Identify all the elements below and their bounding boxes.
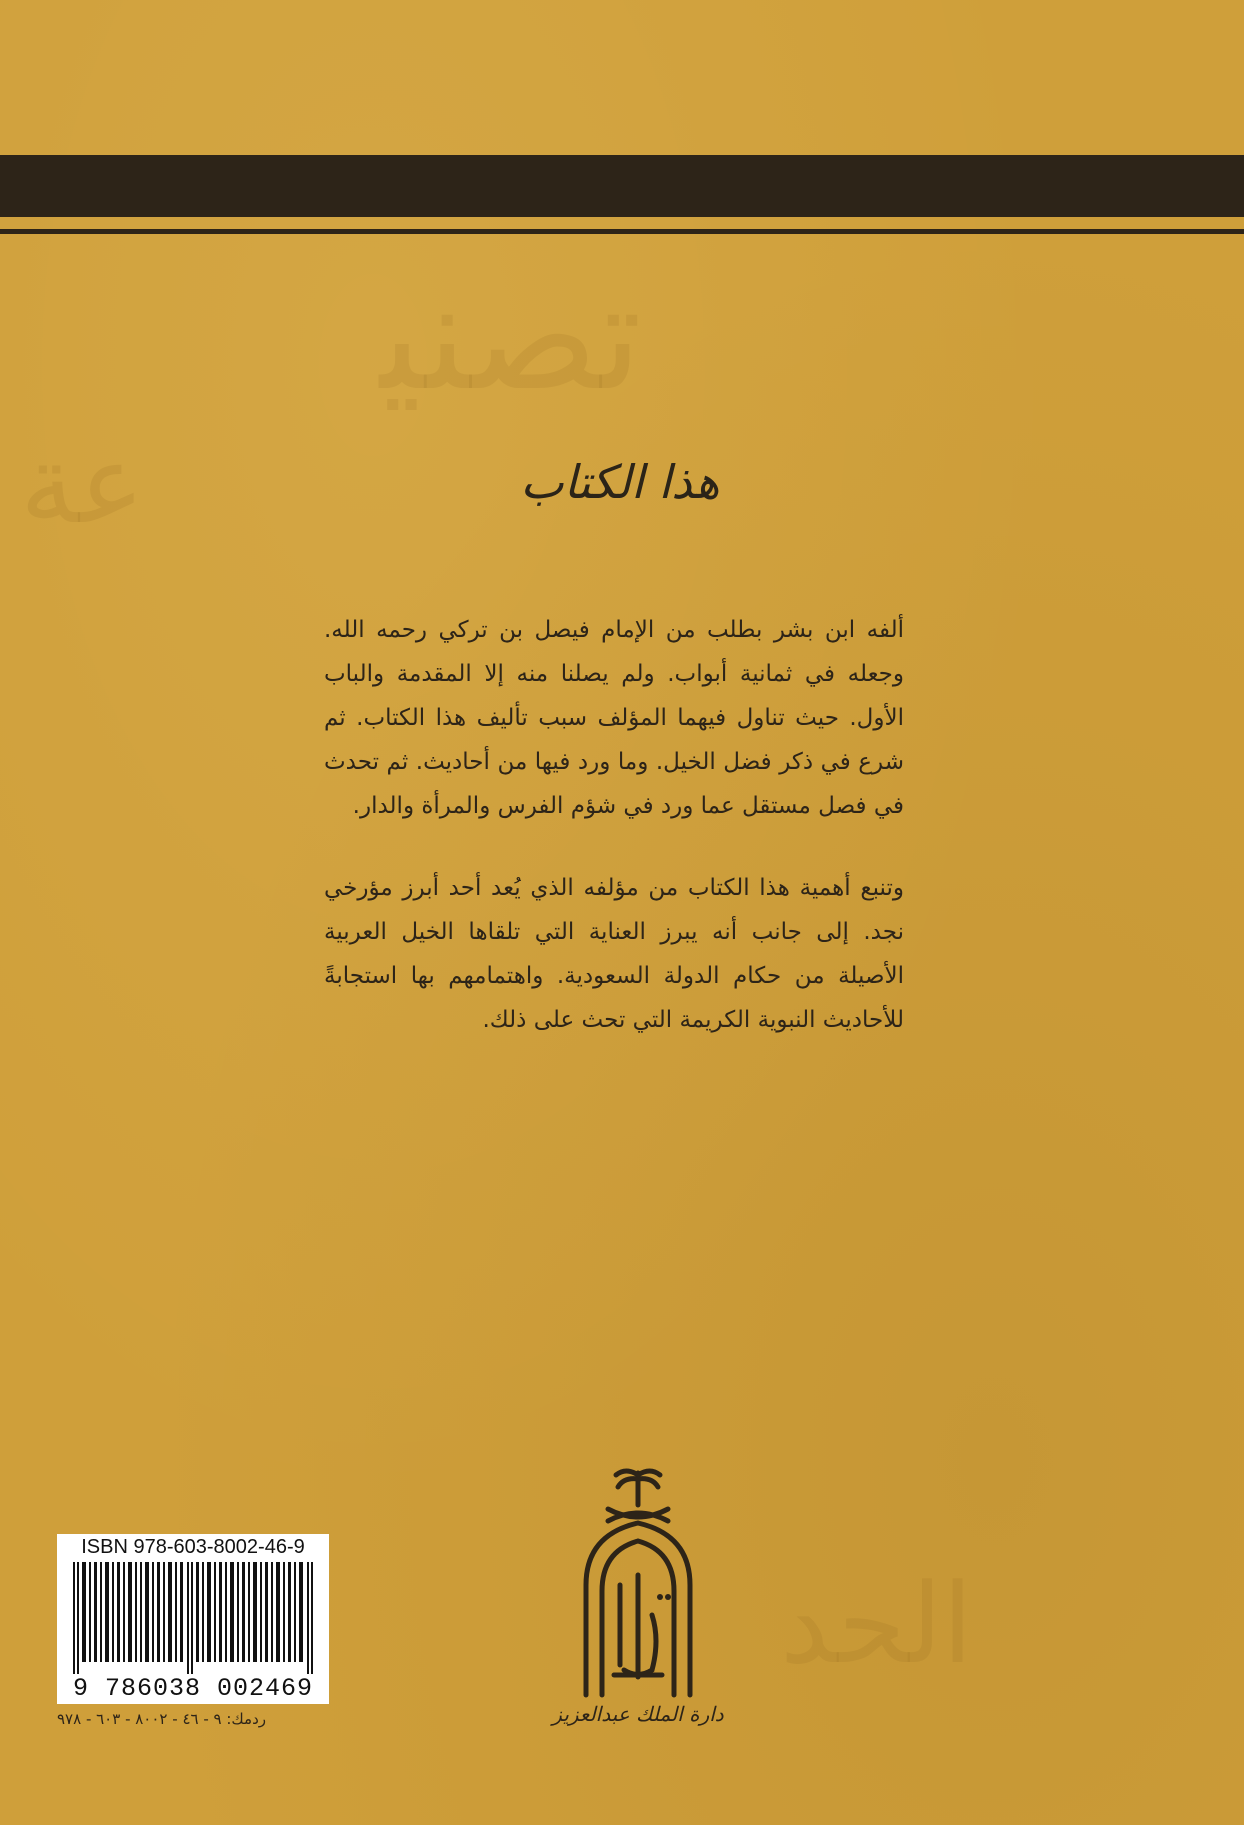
top-dark-band (0, 155, 1244, 217)
isbn-label: ISBN 978-603-8002-46-9 (81, 1536, 305, 1558)
top-thin-rule (0, 229, 1244, 234)
darah-logo-icon (568, 1465, 708, 1735)
description-paragraph-1: ألفه ابن بشر بطلب من الإمام فيصل بن تركي رحمه الله. وجعله في ثمانية أبواب. ولم يصلنا منه إلا المقدمة والباب الأول. حيث تناول فيهما المؤلف سبب تأليف هذا الكتاب. ثم شرع في ذكر فضل الخيل. وما ورد فيها من أحاديث. ثم تحدث في فصل مستقل عما ورد في شؤم الفرس والمرأة والدار. (324, 617, 904, 819)
description-paragraph-2: وتنبع أهمية هذا الكتاب من مؤلفه الذي يُعد أحد أبرز مؤرخي نجد. إلى جانب أنه يبرز العناية التي تلقاها الخيل العربية الأصيلة من حكام الدولة السعودية. واهتمامهم بها استجابةً للأحاديث النبوية الكريمة التي تحث على ذلك. (324, 875, 904, 1033)
isbn-arabic-line: ردمك: ٩ - ٤٦ - ٨٠٠٢ - ٦٠٣ - ٩٧٨ (57, 1710, 266, 1728)
background-calligraphy-texture: ﺍﻟﺤﺪ (780, 1560, 973, 1688)
section-heading: هذا الكتاب (520, 455, 720, 509)
background-calligraphy-texture: ﻋﺔ (20, 420, 145, 548)
barcode-digits: 9 786038 002469 (72, 1674, 314, 1703)
publisher-caption: دارة الملك عبدالعزيز (552, 1702, 724, 1726)
barcode-icon (67, 1562, 319, 1674)
isbn-barcode-block (57, 1534, 329, 1704)
background-calligraphy-texture: ﺗﺼﻨﻴ (380, 250, 643, 424)
